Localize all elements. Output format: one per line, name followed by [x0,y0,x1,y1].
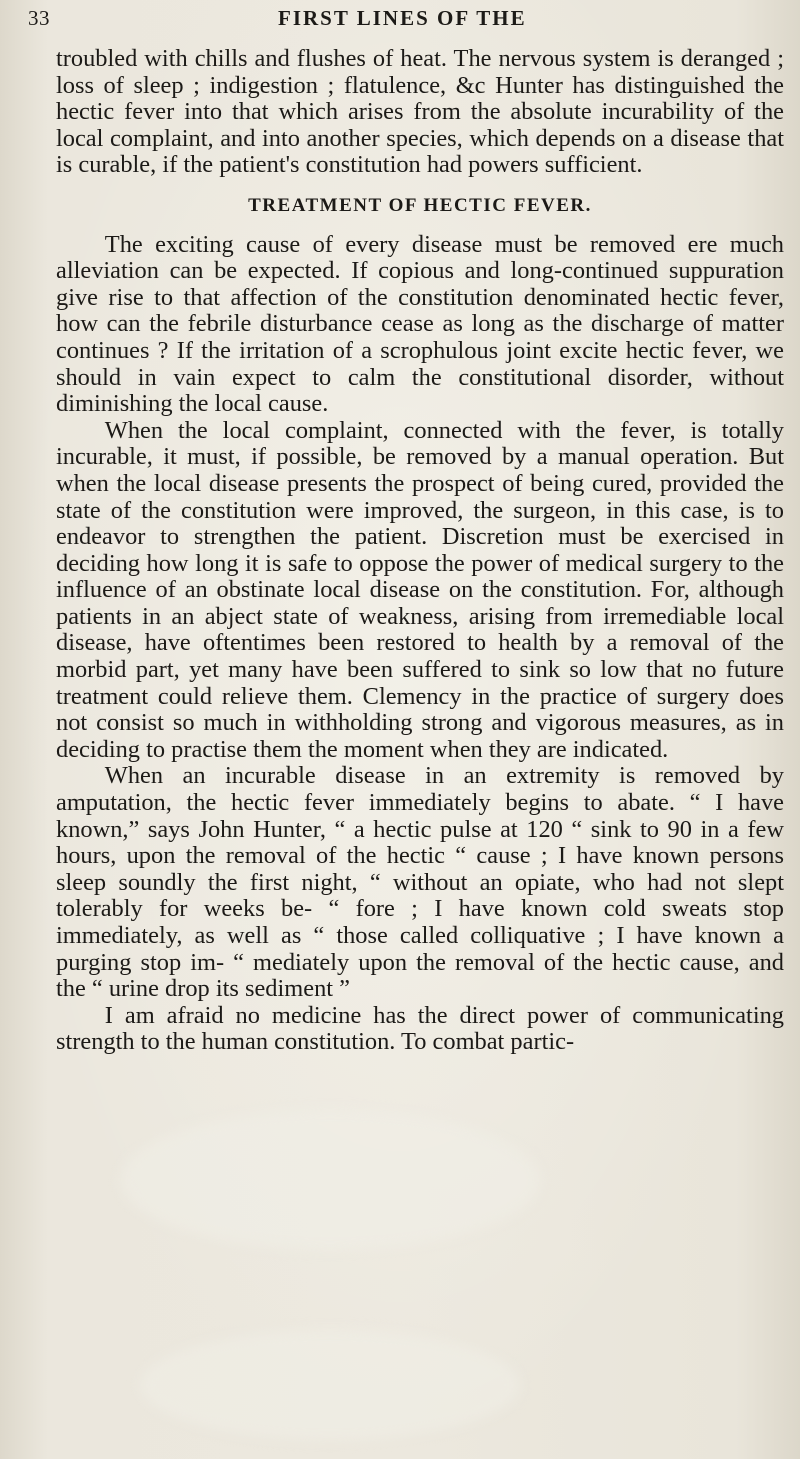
paragraph-hunter-quote: When an incurable disease in an extremity is removed by amputation, the hectic fever immediately begins to abate. “ I have known,” says John Hunter, “ a hectic pulse at 120 “ sink to 90 in a few hours, upon the removal of the hectic “ cause ; I have known persons sleep soundly the first night, “ without an opiate, who had not slept tolerably for weeks be- “ fore ; I have known cold sweats stop immediately, as well as “ those called colliquative ; I have known a purging stop im- “ mediately upon the removal of the hectic cause, and the “ urine drop its sediment ” [56,762,784,1003]
page-number: 33 [28,6,50,30]
intro-paragraph: troubled with chills and flushes of heat. The nervous system is deranged ; loss of sleep ; indigestion ; flatulence, &c Hunter has distinguished the hectic fever into that which arises from the absolute incurability of the local complaint, and into another species, which depends on a disease that is curable, if the patient's constitution had powers sufficient. [56,45,784,179]
section-heading: TREATMENT OF HECTIC FEVER. [248,194,592,216]
paragraph-local-complaint: When the local complaint, connected with the fever, is totally incurable, it must, if possible, be removed by a manual operation. But when the local disease presents the prospect of being cured, provided the state of the constitution were improved, the surgeon, in this case, is to endeavor to strengthen the patient. Discretion must be exercised in deciding how long it is safe to oppose the power of medical surgery to the influence of an obstinate local disease on the constitution. For, although patients in an abject state of weakness, arising from irremediable local disease, have oftentimes been restored to health by a removal of the morbid part, yet many have been suffered to sink so low that no future treatment could relieve them. Clemency in the practice of surgery does not consist so much in withholding strong and vigorous measures, as in deciding to practise them the moment when they are indicated. [56,416,784,763]
paper-fade [120,1110,540,1250]
running-head-title: FIRST LINES OF THE [278,6,527,30]
running-head [28,6,780,36]
paragraph-medicine: I am afraid no medicine has the direct power of communicating strength to the human constitution. To combat partic- [56,1001,784,1056]
body-text [56,46,784,1056]
paragraph-exciting-cause: The exciting cause of every disease must be removed ere much alleviation can be expected. If copious and long-continued suppuration give rise to that affection of the constitution denominated hectic fever, how can the febrile disturbance cease as long as the discharge of matter continues ? If the irritation of a scrophulous joint excite hectic fever, we should in vain expect to calm the constitutional disorder, without diminishing the local cause. [56,230,784,418]
paper-fade [140,1330,520,1440]
